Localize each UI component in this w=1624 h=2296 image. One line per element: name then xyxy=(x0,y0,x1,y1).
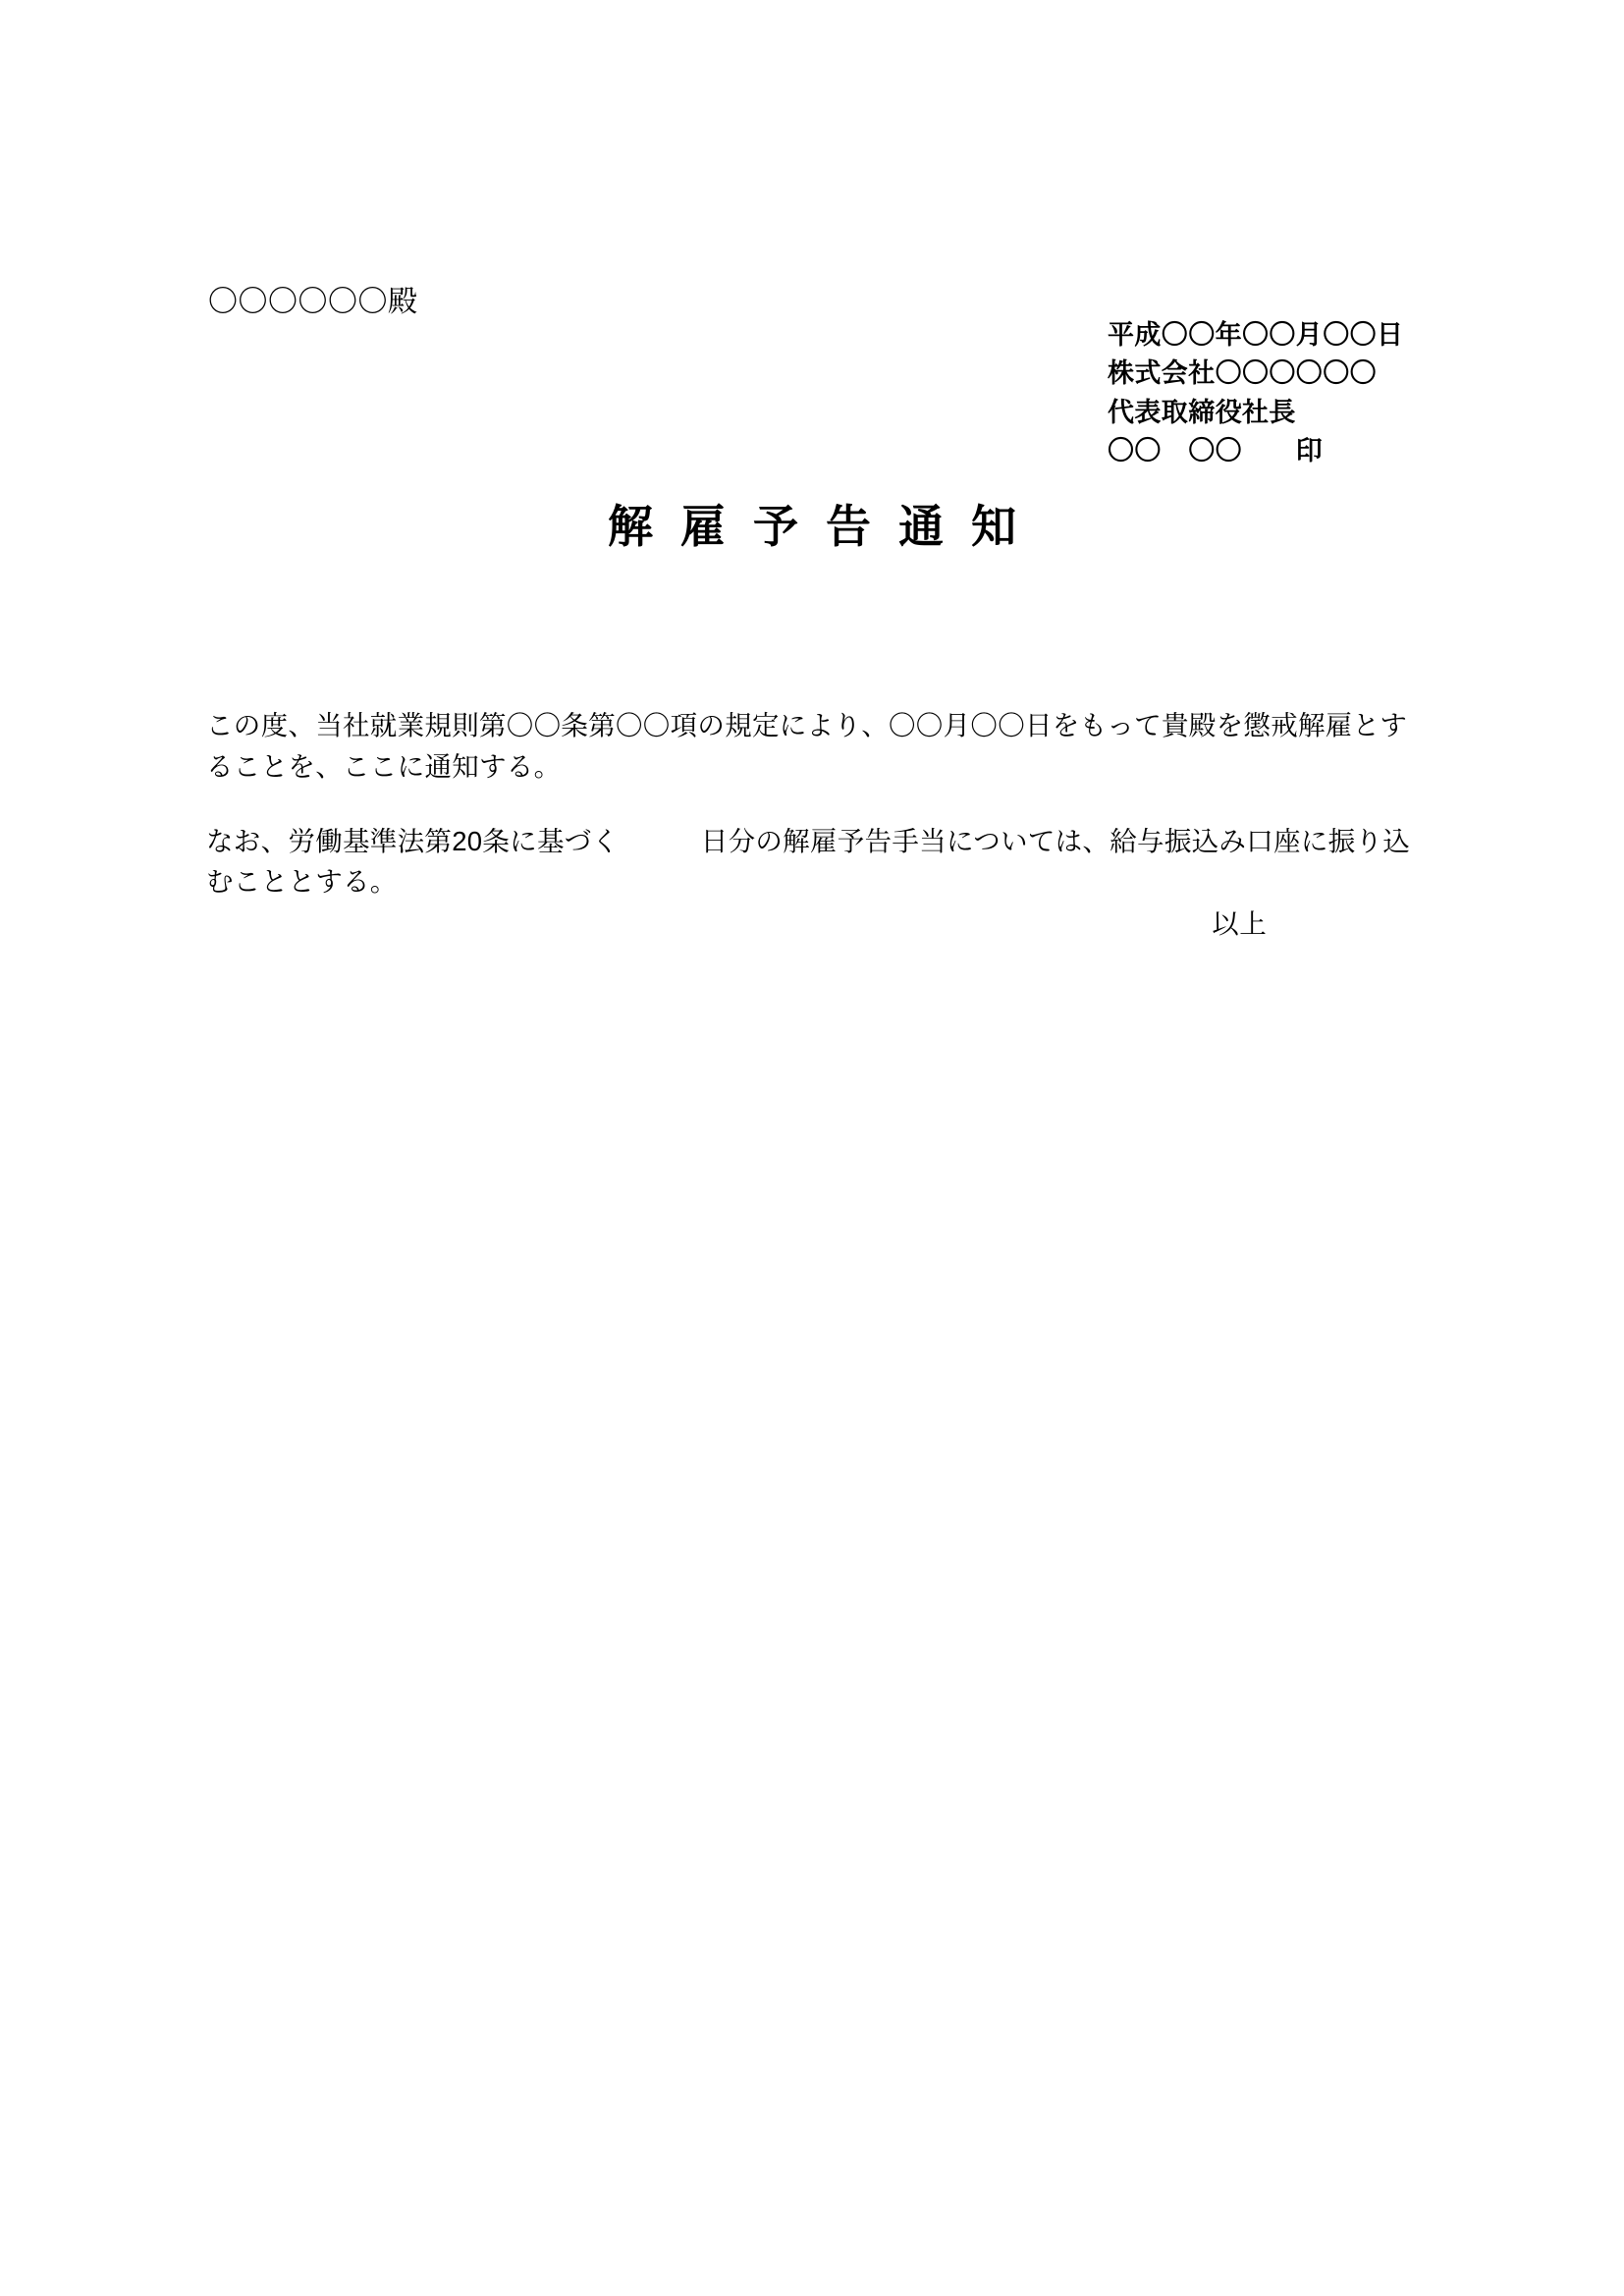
page-title: 解雇予告通知 xyxy=(608,501,1044,552)
body-text xyxy=(206,705,1434,902)
closing-note: 以上 xyxy=(1212,908,1267,939)
sender-name-seal: 〇〇 〇〇 印 xyxy=(1108,436,1324,466)
sender-block xyxy=(1108,316,1403,471)
body-paragraph: この度、当社就業規則第〇〇条第〇〇項の規定により、〇〇月〇〇日をもって貴殿を懲戒解雇とすることを、ここに通知する。 xyxy=(206,710,1408,782)
body-paragraph: なお、労働基準法第20条に基づく 日分の解雇予告手当については、給与振込み口座に振り込むこととする。 xyxy=(206,825,1411,898)
recipient-line: 〇〇〇〇〇〇殿 xyxy=(208,286,418,318)
issue-date: 平成〇〇年〇〇月〇〇日 xyxy=(1108,320,1404,350)
sender-company: 株式会社〇〇〇〇〇〇 xyxy=(1108,358,1377,389)
sender-title: 代表取締役社長 xyxy=(1108,397,1296,427)
